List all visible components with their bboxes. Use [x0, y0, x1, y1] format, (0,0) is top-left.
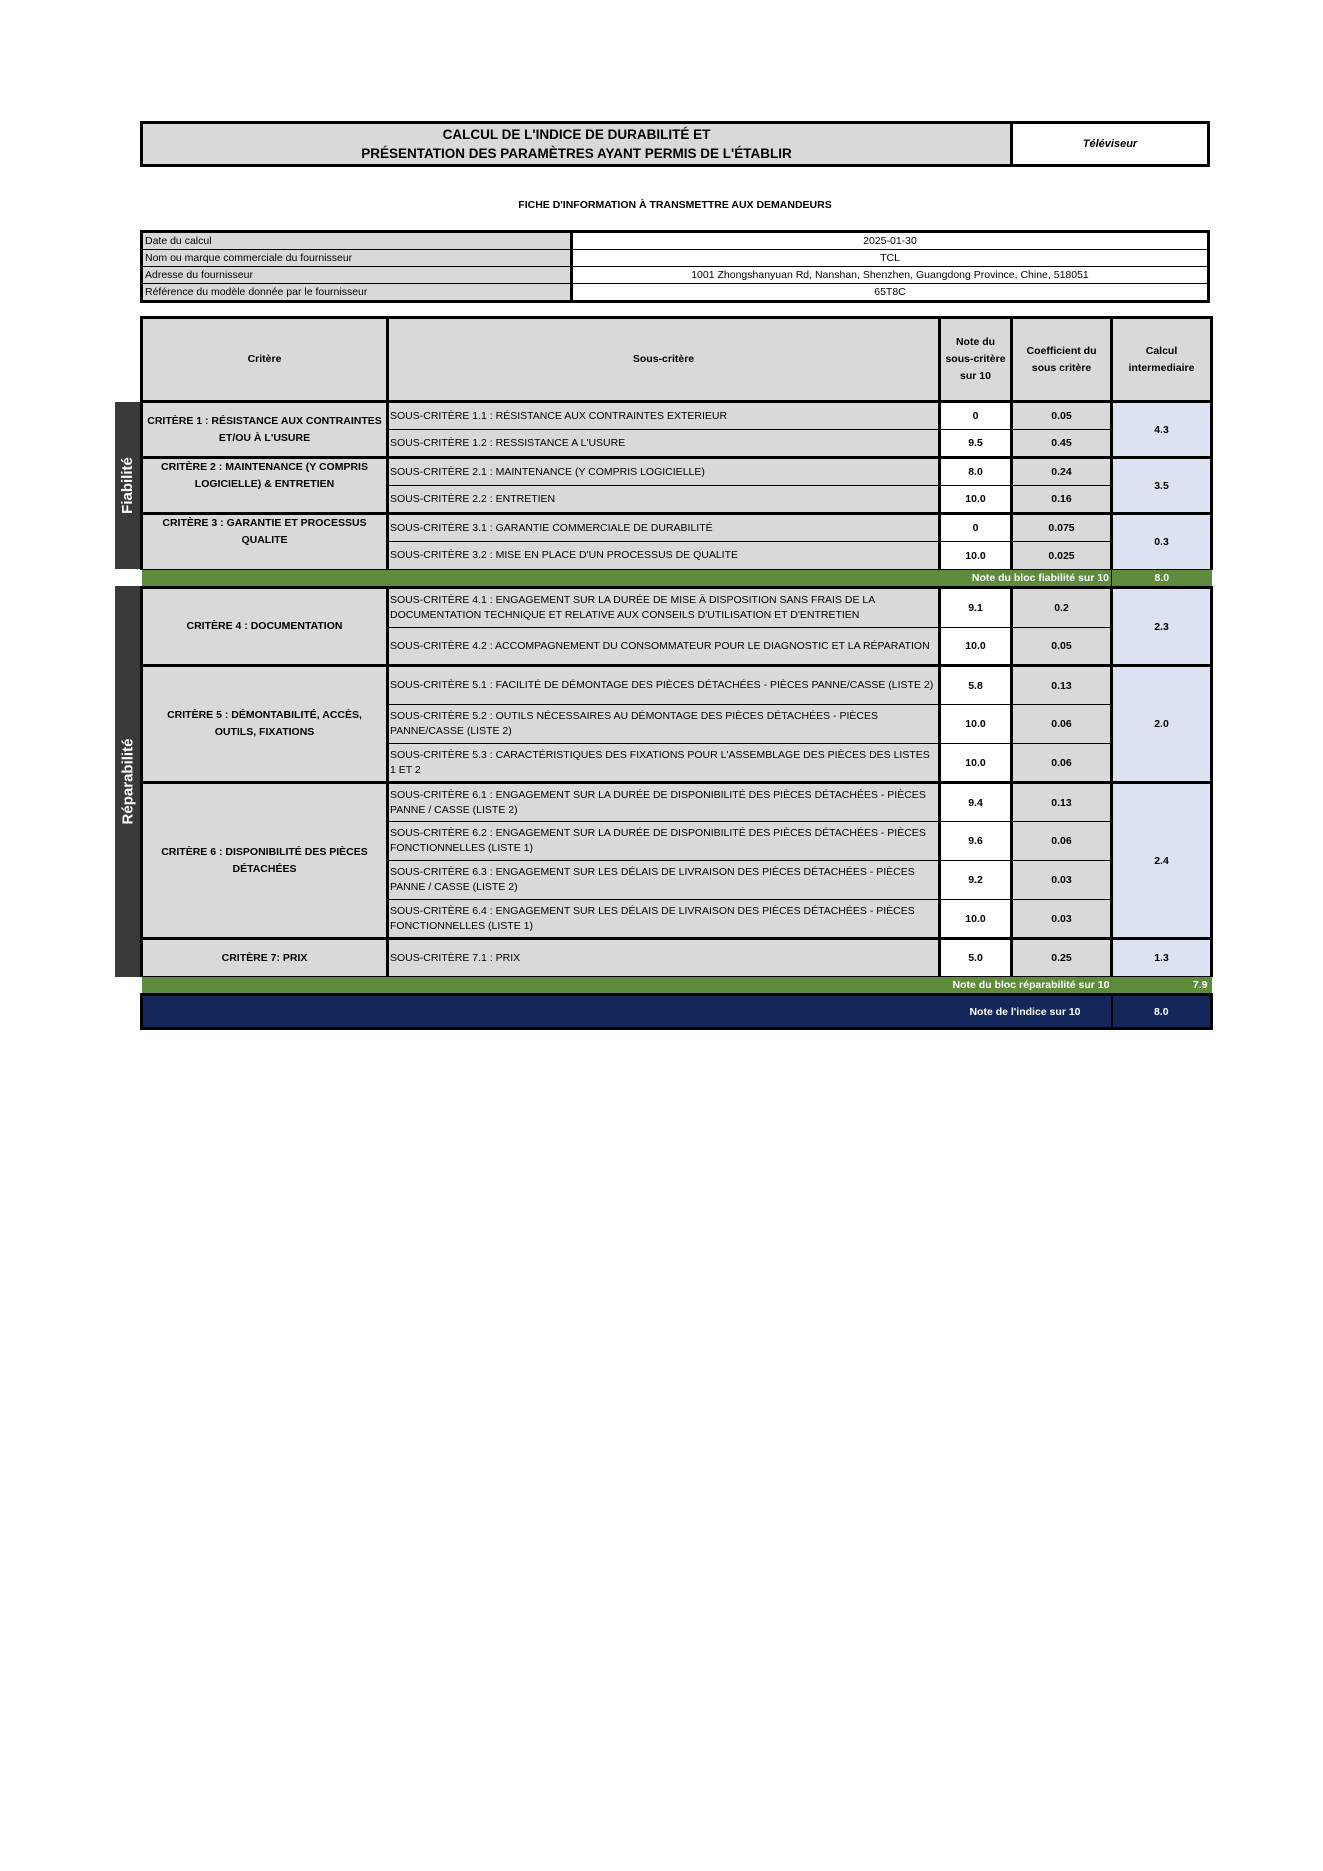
critere-label: CRITÈRE 1 : RÉSISTANCE AUX CONTRAINTES ET/OU À L'USURE	[142, 402, 388, 458]
bloc-reparabilite-value: 7.9	[1112, 977, 1212, 995]
sous-critere-label: SOUS-CRITÈRE 6.2 : ENGAGEMENT SUR LA DURÉE DE DISPONIBILITÉ DES PIÈCES DÉTACHÉES - PIÈCES FONCTIONNELLES (LISTE 1)	[388, 822, 940, 861]
col-header-calc: Calcul intermediaire	[1112, 318, 1212, 402]
calc-value: 4.3	[1112, 402, 1212, 458]
info-value: TCL	[572, 250, 1209, 267]
sous-critere-label: SOUS-CRITÈRE 2.1 : MAINTENANCE (Y COMPRIS LOGICIELLE)	[388, 458, 940, 486]
critere-label: CRITÈRE 3 : GARANTIE ET PROCESSUS QUALITE	[142, 514, 388, 570]
critere-label: CRITÈRE 7: PRIX	[142, 939, 388, 977]
table-header-row	[142, 318, 1212, 402]
info-value: 2025-01-30	[572, 232, 1209, 250]
note-value: 10.0	[940, 486, 1012, 514]
bloc-reparabilite-label: Note du bloc réparabilité sur 10	[142, 977, 1112, 995]
table-row	[142, 939, 1212, 977]
table-row	[142, 783, 1212, 822]
title-line-2: PRÉSENTATION DES PARAMÈTRES AYANT PERMIS DE L'ÉTABLIR	[361, 146, 792, 161]
note-value: 9.6	[940, 822, 1012, 861]
calc-value: 2.4	[1112, 783, 1212, 939]
info-label: Nom ou marque commerciale du fournisseur	[142, 250, 572, 267]
band-reparabilite	[115, 586, 140, 977]
coef-value: 0.075	[1012, 514, 1112, 542]
note-value: 8.0	[940, 458, 1012, 486]
coef-value: 0.06	[1012, 744, 1112, 783]
sous-critere-label: SOUS-CRITÈRE 4.2 : ACCOMPAGNEMENT DU CONSOMMATEUR POUR LE DIAGNOSTIC ET LA RÉPARATION	[388, 628, 940, 666]
note-value: 9.1	[940, 588, 1012, 628]
info-value: 65T8C	[572, 284, 1209, 302]
info-value: 1001 Zhongshanyuan Rd, Nanshan, Shenzhen, Guangdong Province, Chine, 518051	[572, 267, 1209, 284]
calc-value: 3.5	[1112, 458, 1212, 514]
col-header-sous-critere: Sous-critère	[388, 318, 940, 402]
bloc-fiabilite-label: Note du bloc fiabilité sur 10	[142, 570, 1112, 588]
indice-value: 8.0	[1112, 995, 1212, 1029]
note-value: 0	[940, 514, 1012, 542]
sous-critere-label: SOUS-CRITÈRE 3.1 : GARANTIE COMMERCIALE DE DURABILITÉ	[388, 514, 940, 542]
product-type: Téléviseur	[1082, 138, 1138, 150]
sous-critere-label: SOUS-CRITÈRE 1.2 : RESSISTANCE A L'USURE	[388, 430, 940, 458]
info-row	[142, 232, 1209, 250]
table-row	[142, 402, 1212, 430]
bloc-fiabilite-row	[142, 570, 1212, 588]
table-row	[142, 458, 1212, 486]
col-header-coef: Coefficient du sous critère	[1012, 318, 1112, 402]
table-row	[142, 588, 1212, 628]
table-row	[142, 514, 1212, 542]
info-label: Date du calcul	[142, 232, 572, 250]
coef-value: 0.13	[1012, 666, 1112, 705]
band-fiabilite	[115, 402, 140, 569]
note-value: 10.0	[940, 542, 1012, 570]
band-fiabilite-label: Fiabilité	[119, 457, 136, 514]
col-header-note: Note du sous-critère sur 10	[940, 318, 1012, 402]
coef-value: 0.03	[1012, 861, 1112, 900]
sous-critere-label: SOUS-CRITÈRE 5.1 : FACILITÉ DE DÉMONTAGE DES PIÈCES DÉTACHÉES - PIÈCES PANNE/CASSE (LISTE 2)	[388, 666, 940, 705]
coef-value: 0.24	[1012, 458, 1112, 486]
critere-label: CRITÈRE 4 : DOCUMENTATION	[142, 588, 388, 666]
note-value: 9.4	[940, 783, 1012, 822]
coef-value: 0.25	[1012, 939, 1112, 977]
fiche-title: FICHE D'INFORMATION À TRANSMETTRE AUX DEMANDEURS	[518, 199, 832, 211]
coef-value: 0.06	[1012, 705, 1112, 744]
document-header	[140, 121, 1210, 167]
calc-value: 0.3	[1112, 514, 1212, 570]
note-value: 5.8	[940, 666, 1012, 705]
info-label: Adresse du fournisseur	[142, 267, 572, 284]
note-value: 9.5	[940, 430, 1012, 458]
indice-row	[142, 995, 1212, 1029]
sous-critere-label: SOUS-CRITÈRE 6.1 : ENGAGEMENT SUR LA DURÉE DE DISPONIBILITÉ DES PIÈCES DÉTACHÉES - PIÈCES PANNE / CASSE (LISTE 2)	[388, 783, 940, 822]
note-value: 10.0	[940, 744, 1012, 783]
critere-label: CRITÈRE 5 : DÉMONTABILITÉ, ACCÈS, OUTILS, FIXATIONS	[142, 666, 388, 783]
critere-label: CRITÈRE 6 : DISPONIBILITÉ DES PIÈCES DÉTACHÉES	[142, 783, 388, 939]
note-value: 10.0	[940, 900, 1012, 939]
critere-label: CRITÈRE 2 : MAINTENANCE (Y COMPRIS LOGICIELLE) & ENTRETIEN	[142, 458, 388, 514]
note-value: 5.0	[940, 939, 1012, 977]
band-reparabilite-label: Réparabilité	[119, 738, 136, 825]
coef-value: 0.025	[1012, 542, 1112, 570]
note-value: 9.2	[940, 861, 1012, 900]
sous-critere-label: SOUS-CRITÈRE 2.2 : ENTRETIEN	[388, 486, 940, 514]
durability-score-table	[140, 316, 1213, 1030]
sous-critere-label: SOUS-CRITÈRE 5.2 : OUTILS NÉCESSAIRES AU DÉMONTAGE DES PIÈCES DÉTACHÉES - PIÈCES PANNE/CASSE (LISTE 2)	[388, 705, 940, 744]
sous-critere-label: SOUS-CRITÈRE 5.3 : CARACTÉRISTIQUES DES FIXATIONS POUR L'ASSEMBLAGE DES PIÈCES DES LISTES 1 ET 2	[388, 744, 940, 783]
coef-value: 0.45	[1012, 430, 1112, 458]
col-header-critere: Critère	[142, 318, 388, 402]
document-title	[143, 124, 1013, 164]
coef-value: 0.2	[1012, 588, 1112, 628]
note-value: 10.0	[940, 705, 1012, 744]
sous-critere-label: SOUS-CRITÈRE 3.2 : MISE EN PLACE D'UN PROCESSUS DE QUALITE	[388, 542, 940, 570]
sous-critere-label: SOUS-CRITÈRE 1.1 : RÉSISTANCE AUX CONTRAINTES EXTERIEUR	[388, 402, 940, 430]
sous-critere-label: SOUS-CRITÈRE 6.3 : ENGAGEMENT SUR LES DÉLAIS DE LIVRAISON DES PIÈCES DÉTACHÉES - PIÈCES PANNE / CASSE (LISTE 2)	[388, 861, 940, 900]
indice-label: Note de l'indice sur 10	[142, 995, 1112, 1029]
info-row	[142, 250, 1209, 267]
bloc-reparabilite-row	[142, 977, 1212, 995]
bloc-fiabilite-value: 8.0	[1112, 570, 1212, 588]
calc-value: 2.0	[1112, 666, 1212, 783]
title-line-1: CALCUL DE L'INDICE DE DURABILITÉ ET	[442, 127, 711, 142]
info-row	[142, 284, 1209, 302]
coef-value: 0.16	[1012, 486, 1112, 514]
sous-critere-label: SOUS-CRITÈRE 7.1 : PRIX	[388, 939, 940, 977]
note-value: 10.0	[940, 628, 1012, 666]
calc-value: 1.3	[1112, 939, 1212, 977]
supplier-info-table	[140, 230, 1210, 303]
info-row	[142, 267, 1209, 284]
coef-value: 0.05	[1012, 628, 1112, 666]
coef-value: 0.03	[1012, 900, 1112, 939]
note-value: 0	[940, 402, 1012, 430]
coef-value: 0.13	[1012, 783, 1112, 822]
coef-value: 0.05	[1012, 402, 1112, 430]
sous-critere-label: SOUS-CRITÈRE 4.1 : ENGAGEMENT SUR LA DURÉE DE MISE À DISPOSITION SANS FRAIS DE LA DOCUMENTATION TECHNIQUE ET RELATIVE AUX CONSEILS D'UTILISATION ET D'ENTRETIEN	[388, 588, 940, 628]
info-label: Référence du modèle donnée par le fournisseur	[142, 284, 572, 302]
coef-value: 0.06	[1012, 822, 1112, 861]
calc-value: 2.3	[1112, 588, 1212, 666]
table-row	[142, 666, 1212, 705]
sous-critere-label: SOUS-CRITÈRE 6.4 : ENGAGEMENT SUR LES DÉLAIS DE LIVRAISON DES PIÈCES DÉTACHÉES - PIÈCES FONCTIONNELLES (LISTE 1)	[388, 900, 940, 939]
